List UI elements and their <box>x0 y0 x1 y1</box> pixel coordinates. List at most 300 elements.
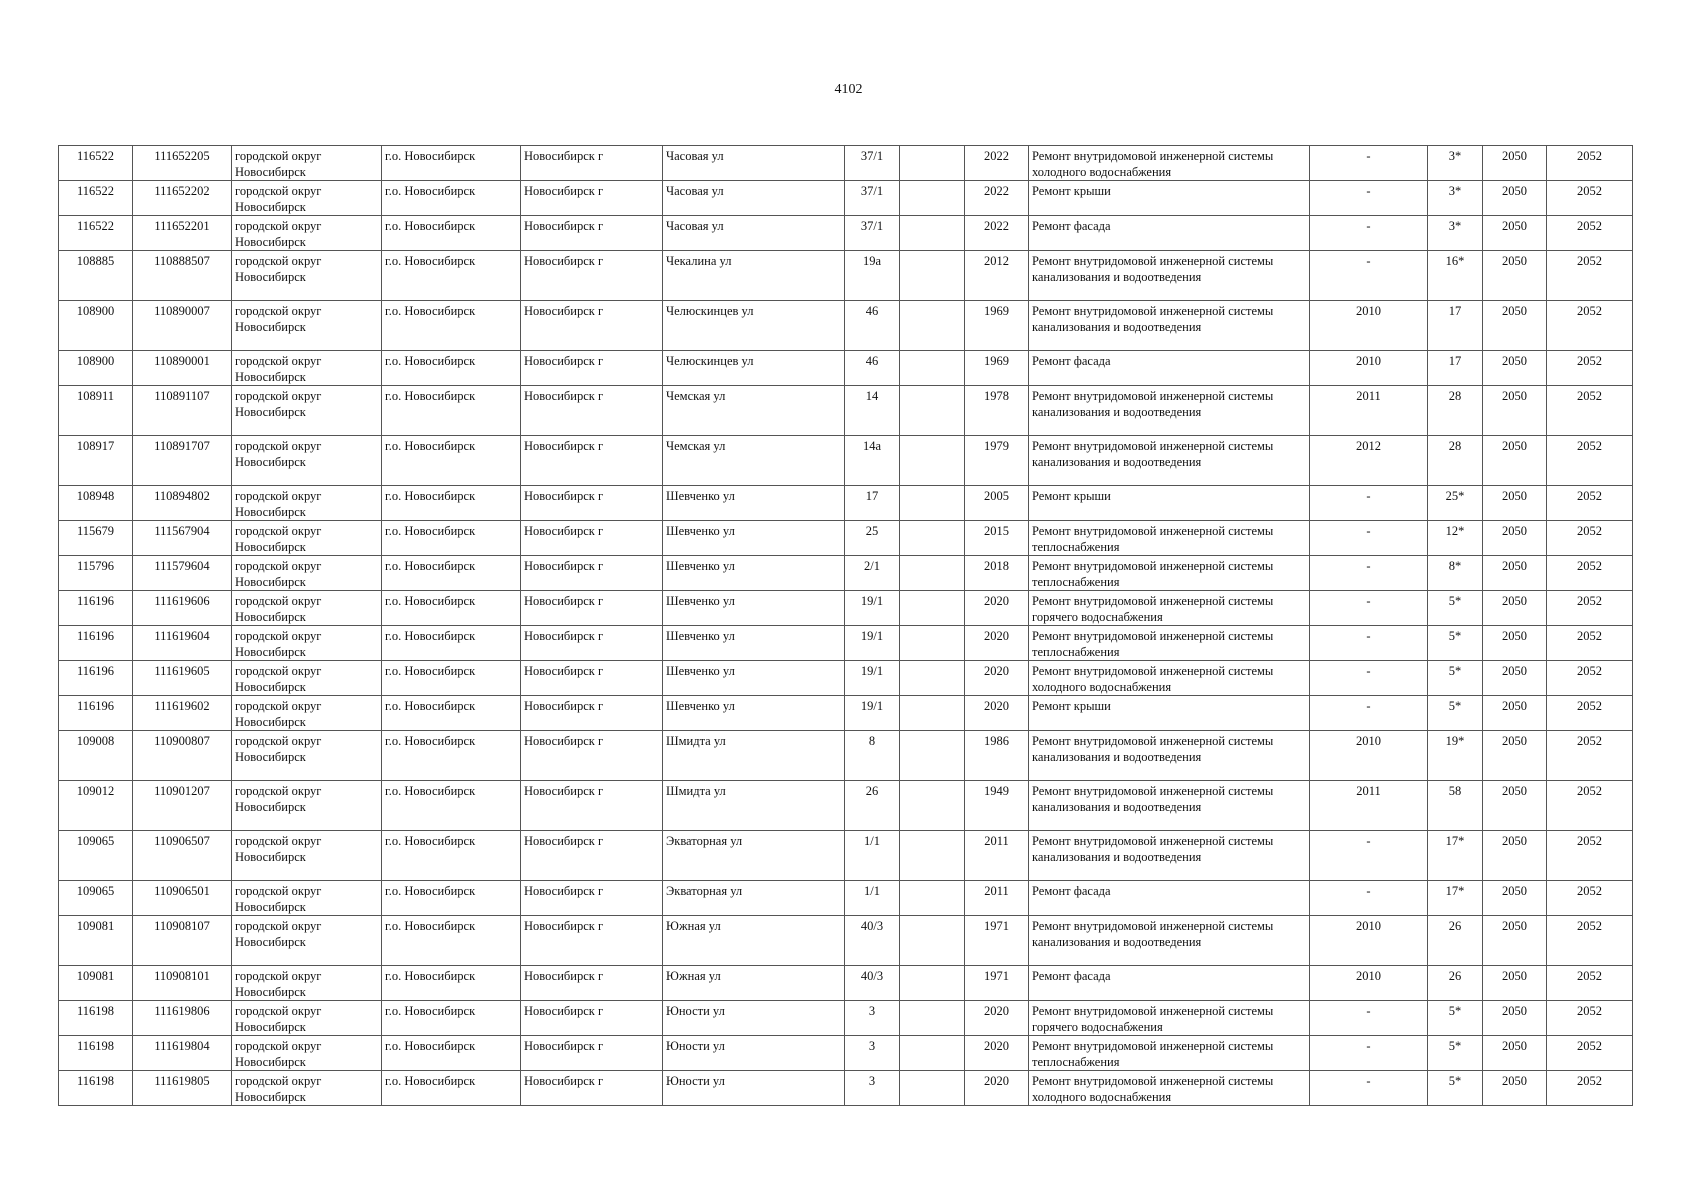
table-row <box>59 181 1633 216</box>
cell-wear: 12* <box>1428 521 1483 556</box>
cell-building <box>900 386 965 436</box>
cell-wear: 17* <box>1428 881 1483 916</box>
cell-district: городской округ Новосибирск <box>232 351 382 386</box>
cell-district: городской округ Новосибирск <box>232 626 382 661</box>
cell-last-repair-year: - <box>1310 831 1428 881</box>
cell-work-type: Ремонт внутридомовой инженерной системы канализования и водоотведения <box>1029 386 1310 436</box>
cell-city: Новосибирск г <box>521 216 663 251</box>
cell-plan-from: 2050 <box>1483 146 1547 181</box>
cell-wear: 5* <box>1428 1036 1483 1071</box>
cell-house-number: 8 <box>845 731 900 781</box>
cell-plan-from: 2050 <box>1483 731 1547 781</box>
cell-house-number: 3 <box>845 1001 900 1036</box>
cell-plan-from: 2050 <box>1483 486 1547 521</box>
cell-plan-to: 2052 <box>1547 386 1633 436</box>
cell-plan-from: 2050 <box>1483 521 1547 556</box>
cell-house-number: 19/1 <box>845 661 900 696</box>
cell-wear: 16* <box>1428 251 1483 301</box>
cell-wear: 5* <box>1428 1071 1483 1106</box>
cell-building <box>900 216 965 251</box>
cell-last-repair-year: - <box>1310 696 1428 731</box>
cell-street: Шевченко ул <box>663 486 845 521</box>
cell-plan-to: 2052 <box>1547 696 1633 731</box>
cell-plan-to: 2052 <box>1547 626 1633 661</box>
cell-year-built: 2022 <box>965 146 1029 181</box>
cell-last-repair-year: 2010 <box>1310 966 1428 1001</box>
cell-work-code: 111652205 <box>133 146 232 181</box>
cell-municipality: г.о. Новосибирск <box>382 556 521 591</box>
cell-work-type: Ремонт внутридомовой инженерной системы холодного водоснабжения <box>1029 146 1310 181</box>
cell-plan-from: 2050 <box>1483 216 1547 251</box>
cell-year-built: 2020 <box>965 696 1029 731</box>
cell-work-code: 110906501 <box>133 881 232 916</box>
cell-wear: 26 <box>1428 966 1483 1001</box>
cell-work-type: Ремонт внутридомовой инженерной системы теплоснабжения <box>1029 556 1310 591</box>
cell-work-code: 111579604 <box>133 556 232 591</box>
cell-year-built: 2020 <box>965 661 1029 696</box>
table-row <box>59 216 1633 251</box>
cell-plan-to: 2052 <box>1547 831 1633 881</box>
cell-district: городской округ Новосибирск <box>232 216 382 251</box>
cell-city: Новосибирск г <box>521 661 663 696</box>
cell-district: городской округ Новосибирск <box>232 521 382 556</box>
table-row <box>59 486 1633 521</box>
cell-work-type: Ремонт внутридомовой инженерной системы канализования и водоотведения <box>1029 436 1310 486</box>
cell-last-repair-year: - <box>1310 146 1428 181</box>
cell-work-code: 110890007 <box>133 301 232 351</box>
cell-district: городской округ Новосибирск <box>232 1036 382 1071</box>
cell-street: Шмидта ул <box>663 731 845 781</box>
table-row <box>59 301 1633 351</box>
cell-district: городской округ Новосибирск <box>232 916 382 966</box>
cell-municipality: г.о. Новосибирск <box>382 486 521 521</box>
cell-city: Новосибирск г <box>521 1036 663 1071</box>
cell-city: Новосибирск г <box>521 486 663 521</box>
cell-building <box>900 1071 965 1106</box>
cell-year-built: 2018 <box>965 556 1029 591</box>
cell-year-built: 2015 <box>965 521 1029 556</box>
cell-house-id: 116198 <box>59 1036 133 1071</box>
cell-house-id: 116522 <box>59 216 133 251</box>
cell-plan-from: 2050 <box>1483 781 1547 831</box>
cell-house-number: 14 <box>845 386 900 436</box>
cell-street: Юности ул <box>663 1036 845 1071</box>
cell-plan-to: 2052 <box>1547 591 1633 626</box>
cell-street: Шевченко ул <box>663 521 845 556</box>
cell-building <box>900 146 965 181</box>
cell-city: Новосибирск г <box>521 881 663 916</box>
cell-street: Южная ул <box>663 916 845 966</box>
cell-last-repair-year: - <box>1310 556 1428 591</box>
cell-plan-from: 2050 <box>1483 386 1547 436</box>
cell-building <box>900 966 965 1001</box>
cell-city: Новосибирск г <box>521 1001 663 1036</box>
cell-plan-to: 2052 <box>1547 781 1633 831</box>
cell-house-number: 37/1 <box>845 216 900 251</box>
cell-plan-to: 2052 <box>1547 881 1633 916</box>
table-row <box>59 251 1633 301</box>
cell-wear: 3* <box>1428 181 1483 216</box>
cell-city: Новосибирск г <box>521 591 663 626</box>
table-row <box>59 966 1633 1001</box>
cell-city: Новосибирск г <box>521 146 663 181</box>
cell-street: Часовая ул <box>663 216 845 251</box>
cell-plan-from: 2050 <box>1483 251 1547 301</box>
table-row <box>59 1036 1633 1071</box>
cell-house-id: 109081 <box>59 916 133 966</box>
table-row <box>59 1001 1633 1036</box>
cell-district: городской округ Новосибирск <box>232 486 382 521</box>
cell-last-repair-year: 2010 <box>1310 731 1428 781</box>
cell-building <box>900 916 965 966</box>
cell-street: Экваторная ул <box>663 881 845 916</box>
cell-work-type: Ремонт крыши <box>1029 696 1310 731</box>
cell-work-code: 111619805 <box>133 1071 232 1106</box>
cell-house-id: 109081 <box>59 966 133 1001</box>
cell-plan-from: 2050 <box>1483 881 1547 916</box>
cell-work-code: 111619804 <box>133 1036 232 1071</box>
cell-street: Чекалина ул <box>663 251 845 301</box>
cell-city: Новосибирск г <box>521 731 663 781</box>
cell-last-repair-year: 2012 <box>1310 436 1428 486</box>
cell-work-type: Ремонт внутридомовой инженерной системы канализования и водоотведения <box>1029 831 1310 881</box>
cell-wear: 3* <box>1428 216 1483 251</box>
cell-district: городской округ Новосибирск <box>232 731 382 781</box>
cell-city: Новосибирск г <box>521 1071 663 1106</box>
table-row <box>59 781 1633 831</box>
cell-year-built: 2022 <box>965 181 1029 216</box>
cell-city: Новосибирск г <box>521 696 663 731</box>
cell-city: Новосибирск г <box>521 251 663 301</box>
cell-last-repair-year: - <box>1310 1001 1428 1036</box>
table-row <box>59 146 1633 181</box>
cell-street: Шевченко ул <box>663 696 845 731</box>
cell-plan-to: 2052 <box>1547 251 1633 301</box>
cell-last-repair-year: - <box>1310 1036 1428 1071</box>
cell-municipality: г.о. Новосибирск <box>382 1036 521 1071</box>
cell-plan-from: 2050 <box>1483 1071 1547 1106</box>
cell-district: городской округ Новосибирск <box>232 661 382 696</box>
cell-street: Челюскинцев ул <box>663 301 845 351</box>
cell-plan-to: 2052 <box>1547 216 1633 251</box>
cell-last-repair-year: - <box>1310 181 1428 216</box>
cell-house-number: 1/1 <box>845 831 900 881</box>
cell-street: Челюскинцев ул <box>663 351 845 386</box>
cell-plan-from: 2050 <box>1483 591 1547 626</box>
cell-house-id: 116196 <box>59 661 133 696</box>
cell-city: Новосибирск г <box>521 181 663 216</box>
cell-city: Новосибирск г <box>521 831 663 881</box>
cell-plan-from: 2050 <box>1483 661 1547 696</box>
cell-building <box>900 626 965 661</box>
cell-last-repair-year: 2010 <box>1310 351 1428 386</box>
cell-year-built: 2020 <box>965 626 1029 661</box>
cell-plan-to: 2052 <box>1547 521 1633 556</box>
cell-last-repair-year: - <box>1310 216 1428 251</box>
cell-house-id: 115796 <box>59 556 133 591</box>
cell-municipality: г.о. Новосибирск <box>382 1071 521 1106</box>
cell-wear: 17* <box>1428 831 1483 881</box>
cell-municipality: г.о. Новосибирск <box>382 301 521 351</box>
cell-plan-to: 2052 <box>1547 661 1633 696</box>
cell-house-id: 116198 <box>59 1071 133 1106</box>
cell-building <box>900 181 965 216</box>
cell-building <box>900 1001 965 1036</box>
table-row <box>59 521 1633 556</box>
cell-district: городской округ Новосибирск <box>232 781 382 831</box>
cell-municipality: г.о. Новосибирск <box>382 1001 521 1036</box>
cell-plan-to: 2052 <box>1547 731 1633 781</box>
cell-house-id: 116522 <box>59 181 133 216</box>
cell-year-built: 1986 <box>965 731 1029 781</box>
cell-work-code: 111619604 <box>133 626 232 661</box>
cell-plan-to: 2052 <box>1547 301 1633 351</box>
cell-year-built: 1971 <box>965 966 1029 1001</box>
cell-house-id: 116196 <box>59 591 133 626</box>
cell-year-built: 2020 <box>965 1071 1029 1106</box>
cell-year-built: 2020 <box>965 1036 1029 1071</box>
cell-work-code: 110891707 <box>133 436 232 486</box>
cell-plan-to: 2052 <box>1547 1071 1633 1106</box>
cell-work-type: Ремонт внутридомовой инженерной системы канализования и водоотведения <box>1029 251 1310 301</box>
cell-district: городской округ Новосибирск <box>232 251 382 301</box>
cell-house-id: 108917 <box>59 436 133 486</box>
cell-municipality: г.о. Новосибирск <box>382 181 521 216</box>
cell-last-repair-year: - <box>1310 521 1428 556</box>
cell-plan-to: 2052 <box>1547 486 1633 521</box>
cell-house-id: 116196 <box>59 696 133 731</box>
cell-municipality: г.о. Новосибирск <box>382 966 521 1001</box>
cell-plan-to: 2052 <box>1547 181 1633 216</box>
table-row <box>59 351 1633 386</box>
cell-plan-from: 2050 <box>1483 626 1547 661</box>
cell-house-id: 108885 <box>59 251 133 301</box>
cell-street: Часовая ул <box>663 146 845 181</box>
cell-building <box>900 556 965 591</box>
cell-work-code: 111619602 <box>133 696 232 731</box>
cell-municipality: г.о. Новосибирск <box>382 661 521 696</box>
cell-work-code: 110908101 <box>133 966 232 1001</box>
cell-last-repair-year: 2010 <box>1310 916 1428 966</box>
cell-municipality: г.о. Новосибирск <box>382 386 521 436</box>
cell-house-number: 19/1 <box>845 696 900 731</box>
cell-house-id: 108900 <box>59 351 133 386</box>
cell-work-type: Ремонт крыши <box>1029 181 1310 216</box>
cell-year-built: 2022 <box>965 216 1029 251</box>
cell-building <box>900 486 965 521</box>
cell-wear: 25* <box>1428 486 1483 521</box>
cell-wear: 5* <box>1428 696 1483 731</box>
table-row <box>59 696 1633 731</box>
cell-work-code: 110894802 <box>133 486 232 521</box>
cell-plan-from: 2050 <box>1483 966 1547 1001</box>
cell-work-type: Ремонт внутридомовой инженерной системы теплоснабжения <box>1029 1036 1310 1071</box>
cell-building <box>900 591 965 626</box>
cell-municipality: г.о. Новосибирск <box>382 831 521 881</box>
cell-plan-from: 2050 <box>1483 301 1547 351</box>
cell-work-code: 110890001 <box>133 351 232 386</box>
cell-street: Шмидта ул <box>663 781 845 831</box>
cell-wear: 5* <box>1428 661 1483 696</box>
table-row <box>59 731 1633 781</box>
cell-year-built: 1949 <box>965 781 1029 831</box>
cell-street: Шевченко ул <box>663 556 845 591</box>
cell-wear: 3* <box>1428 146 1483 181</box>
cell-house-number: 1/1 <box>845 881 900 916</box>
cell-work-code: 110891107 <box>133 386 232 436</box>
cell-plan-from: 2050 <box>1483 831 1547 881</box>
cell-house-number: 19/1 <box>845 591 900 626</box>
cell-street: Юности ул <box>663 1071 845 1106</box>
cell-work-type: Ремонт внутридомовой инженерной системы теплоснабжения <box>1029 521 1310 556</box>
cell-wear: 5* <box>1428 1001 1483 1036</box>
cell-plan-from: 2050 <box>1483 181 1547 216</box>
cell-building <box>900 661 965 696</box>
cell-building <box>900 831 965 881</box>
cell-house-number: 40/3 <box>845 916 900 966</box>
cell-house-id: 109012 <box>59 781 133 831</box>
cell-municipality: г.о. Новосибирск <box>382 916 521 966</box>
cell-plan-from: 2050 <box>1483 556 1547 591</box>
cell-district: городской округ Новосибирск <box>232 966 382 1001</box>
cell-work-code: 111652202 <box>133 181 232 216</box>
cell-municipality: г.о. Новосибирск <box>382 696 521 731</box>
cell-year-built: 1979 <box>965 436 1029 486</box>
cell-building <box>900 301 965 351</box>
cell-year-built: 1971 <box>965 916 1029 966</box>
cell-city: Новосибирск г <box>521 916 663 966</box>
cell-street: Юности ул <box>663 1001 845 1036</box>
cell-wear: 28 <box>1428 386 1483 436</box>
cell-work-type: Ремонт внутридомовой инженерной системы горячего водоснабжения <box>1029 591 1310 626</box>
cell-year-built: 2011 <box>965 831 1029 881</box>
cell-year-built: 1969 <box>965 301 1029 351</box>
cell-municipality: г.о. Новосибирск <box>382 781 521 831</box>
cell-year-built: 2005 <box>965 486 1029 521</box>
cell-plan-to: 2052 <box>1547 966 1633 1001</box>
cell-year-built: 1978 <box>965 386 1029 436</box>
cell-wear: 19* <box>1428 731 1483 781</box>
repair-register-table <box>58 145 1633 1106</box>
cell-work-type: Ремонт внутридомовой инженерной системы канализования и водоотведения <box>1029 781 1310 831</box>
table-row <box>59 591 1633 626</box>
cell-municipality: г.о. Новосибирск <box>382 436 521 486</box>
cell-house-number: 37/1 <box>845 181 900 216</box>
cell-street: Южная ул <box>663 966 845 1001</box>
cell-house-id: 108900 <box>59 301 133 351</box>
cell-street: Чемская ул <box>663 436 845 486</box>
table-row <box>59 386 1633 436</box>
cell-work-code: 110900807 <box>133 731 232 781</box>
cell-plan-to: 2052 <box>1547 556 1633 591</box>
cell-plan-to: 2052 <box>1547 916 1633 966</box>
cell-house-number: 25 <box>845 521 900 556</box>
cell-work-code: 111619605 <box>133 661 232 696</box>
cell-city: Новосибирск г <box>521 351 663 386</box>
cell-city: Новосибирск г <box>521 386 663 436</box>
cell-work-code: 111619806 <box>133 1001 232 1036</box>
cell-building <box>900 731 965 781</box>
cell-wear: 28 <box>1428 436 1483 486</box>
cell-work-code: 110908107 <box>133 916 232 966</box>
cell-work-code: 111619606 <box>133 591 232 626</box>
cell-house-id: 109065 <box>59 881 133 916</box>
cell-district: городской округ Новосибирск <box>232 181 382 216</box>
cell-plan-to: 2052 <box>1547 146 1633 181</box>
cell-last-repair-year: - <box>1310 881 1428 916</box>
cell-house-number: 46 <box>845 351 900 386</box>
cell-city: Новосибирск г <box>521 301 663 351</box>
cell-city: Новосибирск г <box>521 436 663 486</box>
cell-municipality: г.о. Новосибирск <box>382 146 521 181</box>
cell-street: Часовая ул <box>663 181 845 216</box>
cell-house-id: 108911 <box>59 386 133 436</box>
cell-street: Чемская ул <box>663 386 845 436</box>
cell-work-code: 110901207 <box>133 781 232 831</box>
cell-house-number: 19/1 <box>845 626 900 661</box>
cell-building <box>900 251 965 301</box>
cell-municipality: г.о. Новосибирск <box>382 881 521 916</box>
cell-house-number: 17 <box>845 486 900 521</box>
cell-plan-to: 2052 <box>1547 351 1633 386</box>
table-row <box>59 1071 1633 1106</box>
cell-year-built: 2020 <box>965 1001 1029 1036</box>
cell-district: городской округ Новосибирск <box>232 881 382 916</box>
cell-building <box>900 436 965 486</box>
cell-work-code: 111567904 <box>133 521 232 556</box>
table-body <box>59 146 1633 1106</box>
cell-work-type: Ремонт фасада <box>1029 881 1310 916</box>
cell-building <box>900 881 965 916</box>
cell-district: городской округ Новосибирск <box>232 591 382 626</box>
table-row <box>59 881 1633 916</box>
cell-district: городской округ Новосибирск <box>232 556 382 591</box>
cell-house-id: 116522 <box>59 146 133 181</box>
cell-plan-to: 2052 <box>1547 436 1633 486</box>
cell-wear: 17 <box>1428 301 1483 351</box>
cell-plan-from: 2050 <box>1483 696 1547 731</box>
cell-last-repair-year: - <box>1310 626 1428 661</box>
cell-plan-from: 2050 <box>1483 916 1547 966</box>
cell-last-repair-year: - <box>1310 251 1428 301</box>
cell-district: городской округ Новосибирск <box>232 301 382 351</box>
page-number: 4102 <box>834 82 863 97</box>
cell-plan-from: 2050 <box>1483 351 1547 386</box>
cell-wear: 5* <box>1428 626 1483 661</box>
cell-work-type: Ремонт внутридомовой инженерной системы холодного водоснабжения <box>1029 1071 1310 1106</box>
cell-wear: 17 <box>1428 351 1483 386</box>
cell-district: городской округ Новосибирск <box>232 1001 382 1036</box>
cell-year-built: 1969 <box>965 351 1029 386</box>
cell-street: Шевченко ул <box>663 591 845 626</box>
cell-building <box>900 696 965 731</box>
cell-work-code: 110906507 <box>133 831 232 881</box>
cell-plan-from: 2050 <box>1483 1036 1547 1071</box>
cell-house-number: 19а <box>845 251 900 301</box>
cell-house-number: 26 <box>845 781 900 831</box>
cell-city: Новосибирск г <box>521 781 663 831</box>
cell-district: городской округ Новосибирск <box>232 696 382 731</box>
cell-work-type: Ремонт фасада <box>1029 351 1310 386</box>
cell-house-number: 46 <box>845 301 900 351</box>
cell-year-built: 2012 <box>965 251 1029 301</box>
cell-wear: 26 <box>1428 916 1483 966</box>
cell-work-type: Ремонт фасада <box>1029 216 1310 251</box>
table-row <box>59 661 1633 696</box>
cell-last-repair-year: - <box>1310 1071 1428 1106</box>
cell-municipality: г.о. Новосибирск <box>382 251 521 301</box>
cell-house-number: 2/1 <box>845 556 900 591</box>
